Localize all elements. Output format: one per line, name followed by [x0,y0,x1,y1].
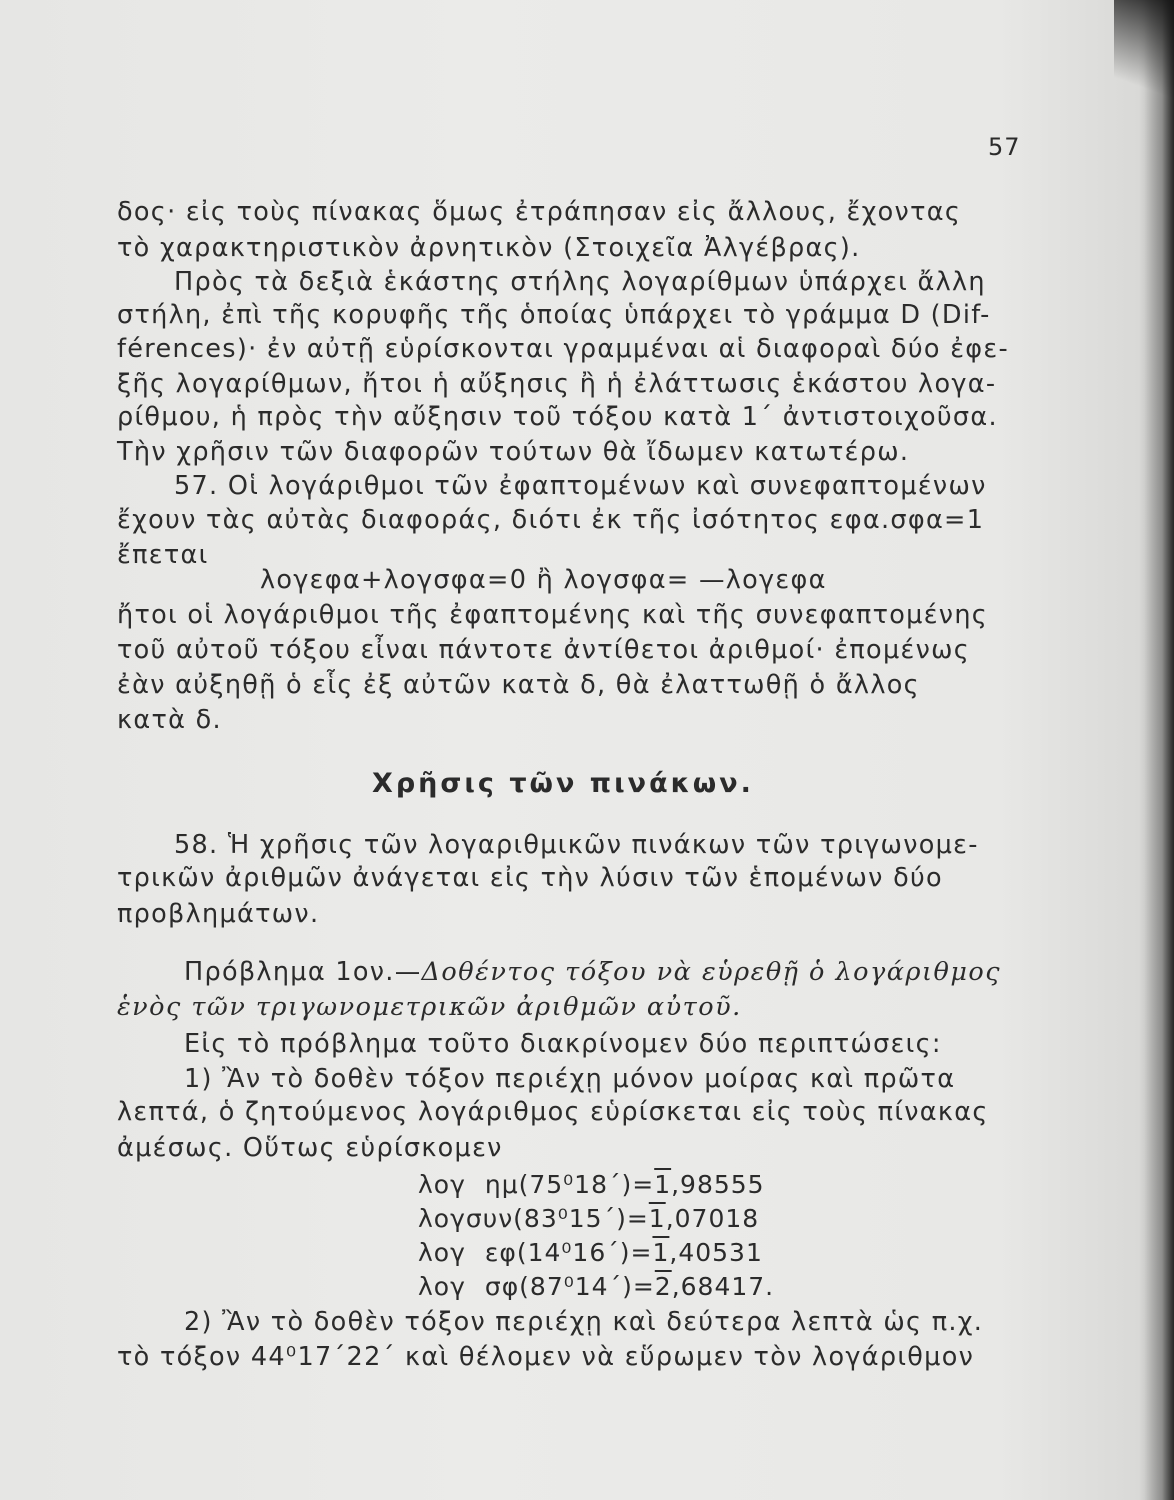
text-line: κατὰ δ. [117,705,222,735]
formula-mantissa: ,68417. [671,1272,775,1301]
formula-lhs: λογ [418,1170,466,1199]
text-line: 57. Οἱ λογάριθμοι τῶν ἐφαπτομένων καὶ συνεφαπτομένων [174,471,987,501]
text-line: ἐὰν αὐξηθῇ ὁ εἷς ἐξ αὐτῶν κατὰ δ, θὰ ἐλαττωθῇ ὁ ἄλλος [117,670,920,700]
text-line: τοῦ αὐτοῦ τόξου εἶναι πάντοτε ἀντίθετοι ἀριθμοί· ἐπομένως [117,635,971,665]
formula-mantissa: ,40531 [669,1238,763,1267]
log-formula [418,1272,774,1301]
log-formula [418,1170,765,1199]
text-line: ἔπεται [117,540,209,570]
text-line: τὸ τόξον 44⁰17΄22΄ καὶ θέλομεν νὰ εὕρωμεν τὸν λογάριθμον [117,1342,975,1372]
formula-lhs: λογ [418,1238,466,1267]
formula-function: ημ(75⁰18΄) [484,1170,633,1199]
text-line: Πρὸς τὰ δεξιὰ ἑκάστης στήλης λογαρίθμων ὑπάρχει ἄλλη [174,267,986,297]
formula-mantissa: ,98555 [671,1170,765,1199]
formula-characteristic: 1 [654,1170,672,1199]
text-line: ἤτοι οἱ λογάριθμοι τῆς ἐφαπτομένης καὶ τῆς συνεφαπτομένης [117,600,989,630]
text-line: ξῆς λογαρίθμων, ἤτοι ἡ αὔξησις ἢ ἡ ἐλάττωσις ἑκάστου λογα- [117,369,997,399]
text-line: 1) Ἂν τὸ δοθὲν τόξον περιέχῃ μόνον μοίρας καὶ πρῶτα [184,1064,956,1094]
formula-equals: = [632,1170,655,1199]
formula-characteristic: 1 [648,1204,666,1233]
formula-function: σφ(87⁰14΄) [484,1272,633,1301]
problem-statement-cont: ἑνὸς τῶν τριγωνομετρικῶν ἀριθμῶν αὐτοῦ. [117,992,742,1022]
problem-title [184,957,1002,987]
page-edge-shadow [1144,0,1174,1500]
log-formula [418,1204,759,1233]
text-line: 58. Ἡ χρῆσις τῶν λογαριθμικῶν πινάκων τῶν τριγωνομε- [174,830,979,860]
text-line: δος· εἰς τοὺς πίνακας ὅμως ἐτράπησαν εἰς ἄλλους, ἔχοντας [117,197,962,227]
text-line: λεπτά, ὁ ζητούμενος λογάριθμος εὑρίσκεται εἰς τοὺς πίνακας [117,1097,989,1127]
formula-equals: = [630,1238,653,1267]
formula-equals: = [632,1272,655,1301]
page-corner-shadow [1114,0,1174,120]
formula-function: εφ(14⁰16΄) [484,1238,631,1267]
formula-characteristic: 2 [654,1272,672,1301]
section-heading: Χρῆσις τῶν πινάκων. [372,768,754,799]
formula-mantissa: ,07018 [665,1204,760,1233]
text-line: στήλη, ἐπὶ τῆς κορυφῆς τῆς ὁποίας ὑπάρχει τὸ γράμμα D (Dif- [117,300,991,330]
text-line: τὸ χαρακτηριστικὸν ἀρνητικὸν (Στοιχεῖα Ἀλγέβρας). [117,233,861,263]
formula-equals: = [626,1204,649,1233]
problem-label: Πρόβλημα 1ον.— [184,957,422,987]
text-line: 2) Ἂν τὸ δοθὲν τόξον περιέχῃ καὶ δεύτερα λεπτὰ ὡς π.χ. [184,1307,984,1337]
problem-statement: Δοθέντος τόξου νὰ εὑρεθῇ ὁ λογάριθμος [421,957,1002,987]
log-formula [418,1238,763,1267]
text-line: Τὴν χρῆσιν τῶν διαφορῶν τούτων θὰ ἴδωμεν κατωτέρω. [117,437,910,467]
formula-characteristic: 1 [652,1238,670,1267]
page-number: 57 [988,133,1021,161]
formula-lhs: λογ [418,1272,466,1301]
equation: λογεφα+λογσφα=0 ἢ λογσφα= —λογεφα [260,565,827,595]
text-line: Εἰς τὸ πρόβλημα τοῦτο διακρίνομεν δύο περιπτώσεις: [184,1029,942,1059]
text-line: τρικῶν ἀριθμῶν ἀνάγεται εἰς τὴν λύσιν τῶν ἑπομένων δύο [117,863,943,893]
formula-lhs: λογ [418,1204,466,1233]
text-line: ἔχουν τὰς αὐτὰς διαφοράς, διότι ἐκ τῆς ἰσότητος εφα.σφα=1 [117,505,985,535]
text-line: προβλημάτων. [117,899,320,929]
text-line: férences)· ἐν αὐτῇ εὑρίσκονται γραμμέναι αἱ διαφοραὶ δύο ἐφε- [117,334,1009,364]
text-line: ἀμέσως. Οὕτως εὑρίσκομεν [117,1133,503,1163]
formula-function: συν(83⁰15΄) [465,1204,627,1233]
text-line: ρίθμου, ἡ πρὸς τὴν αὔξησιν τοῦ τόξου κατὰ 1΄ ἀντιστοιχοῦσα. [117,402,998,432]
